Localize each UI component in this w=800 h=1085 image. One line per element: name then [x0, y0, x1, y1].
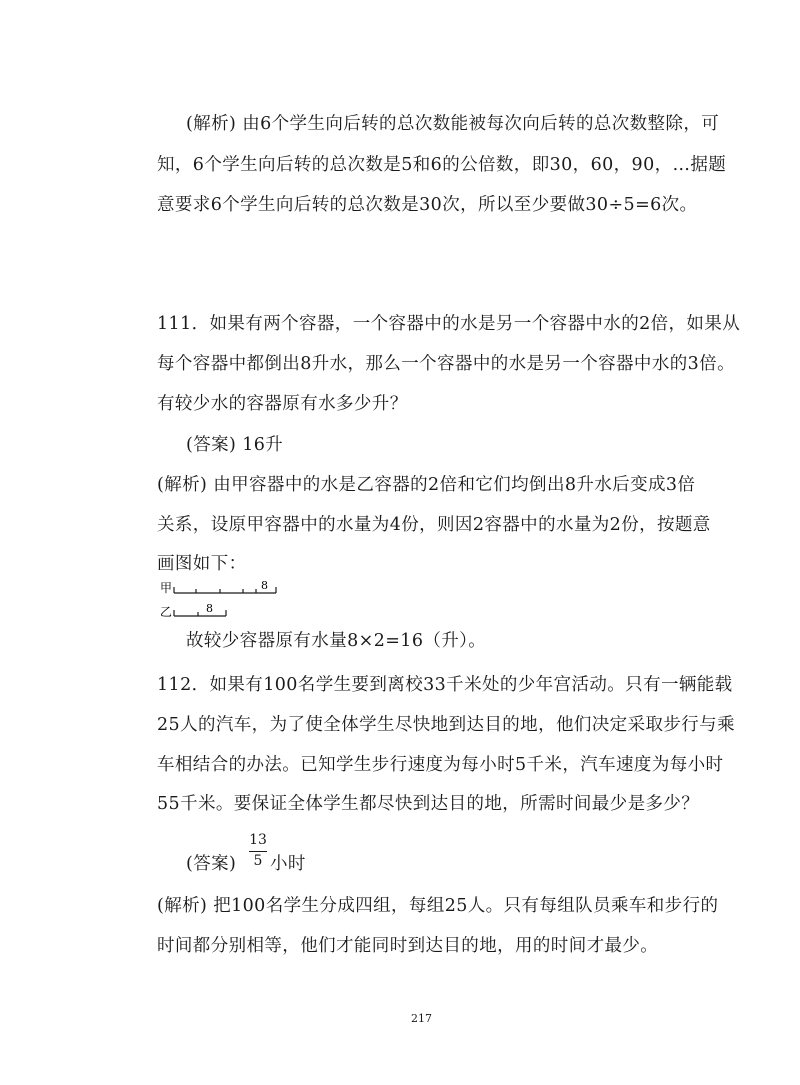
row-b-value: 8: [206, 602, 213, 615]
q111-solution-line-2: 关系，设原甲容器中的水量为4份，则因2容器中的水量为2份，按题意: [157, 515, 711, 535]
q111-question-line-3: 有较少水的容器原有水多少升？: [157, 394, 408, 414]
q111-answer: (答案) 16升: [186, 435, 284, 455]
q112-answer-label: (答案): [186, 854, 237, 874]
q111-solution-line-3: 画图如下：: [157, 554, 247, 574]
q112-question-line-3: 车相结合的办法。已知学生步行速度为每小时5千米，汽车速度为每小时: [157, 755, 724, 775]
q112-solution-line-1: (解析) 把100名学生分成四组，每组25人。只有每组队员乘车和步行的: [157, 896, 719, 916]
segment-diagram-svg: [160, 578, 300, 622]
q110-solution-line-1: (解析) 由6个学生向后转的总次数能被每次向后转的总次数整除，可: [186, 114, 720, 134]
q112-solution-line-2: 时间都分别相等，他们才能同时到达目的地，用的时间才最少。: [157, 936, 659, 956]
q112-question-line-2: 25人的汽车，为了使全体学生尽快地到达目的地，他们决定采取步行与乘: [157, 715, 735, 735]
q112-question-line-1: 112．如果有100名学生要到离校33千米处的少年宫活动。只有一辆能载: [157, 675, 733, 695]
answer-fraction-numerator: 13: [249, 832, 267, 848]
row-b-label: 乙: [160, 605, 173, 619]
row-a-value: 8: [261, 579, 268, 592]
q112-answer-unit: 小时: [270, 854, 306, 874]
q111-conclusion: 故较少容器原有水量8×2=16（升）。: [186, 631, 487, 651]
answer-fraction-denominator: 5: [253, 853, 263, 869]
q110-solution-line-3: 意要求6个学生向后转的总次数是30次，所以至少要做30÷5=6次。: [157, 195, 698, 215]
segment-diagram: [160, 578, 300, 626]
q112-question-line-4: 55千米。要保证全体学生都尽快到达目的地，所需时间最少是多少？: [157, 794, 700, 814]
q111-question-line-1: 111．如果有两个容器，一个容器中的水是另一个容器中水的2倍，如果从: [157, 314, 741, 334]
row-b-bar: [174, 610, 226, 616]
page-number: 217: [411, 1012, 432, 1025]
q110-solution-line-2: 知，6个学生向后转的总次数是5和6的公倍数，即30，60，90，…据题: [157, 155, 727, 175]
q111-question-line-2: 每个容器中都倒出8升水，那么一个容器中的水是另一个容器中水的3倍。: [157, 354, 735, 374]
row-a-label: 甲: [160, 581, 173, 595]
answer-fraction-bar: [249, 851, 267, 852]
q111-solution-line-1: (解析) 由甲容器中的水是乙容器的2倍和它们均倒出8升水后变成3倍: [157, 475, 696, 495]
